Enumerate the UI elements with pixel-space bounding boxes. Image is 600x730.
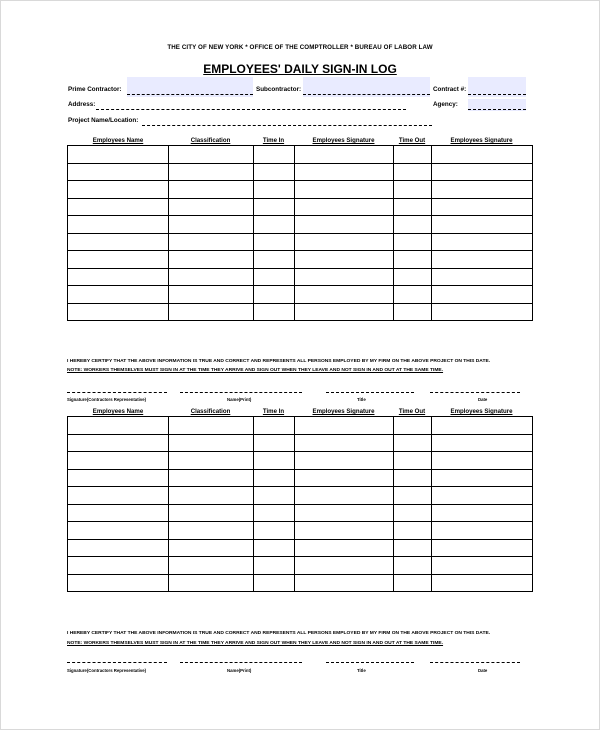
table-cell[interactable] xyxy=(254,181,295,199)
col-header-employee-name-2: Employees Name xyxy=(92,408,144,415)
table-cell[interactable] xyxy=(68,233,169,251)
table-cell[interactable] xyxy=(254,146,295,164)
table-row xyxy=(68,251,533,269)
table-cell[interactable] xyxy=(394,522,432,540)
table-cell[interactable] xyxy=(169,163,254,181)
subcontractor-label: Subcontractor: xyxy=(256,86,302,93)
table-cell[interactable] xyxy=(254,469,295,487)
table-cell[interactable] xyxy=(169,251,254,269)
table-cell[interactable] xyxy=(394,469,432,487)
table-cell[interactable] xyxy=(295,469,394,487)
table-cell[interactable] xyxy=(169,574,254,592)
col-header-signature-in-2: Employees Signature xyxy=(312,408,375,415)
table-cell[interactable] xyxy=(68,163,169,181)
title-line-2[interactable] xyxy=(326,662,414,663)
table-cell[interactable] xyxy=(394,539,432,557)
table-cell[interactable] xyxy=(169,303,254,321)
table-cell[interactable] xyxy=(169,487,254,505)
table-cell[interactable] xyxy=(169,504,254,522)
contract-label: Contract #: xyxy=(433,86,467,93)
agency-label: Agency: xyxy=(433,101,458,108)
table-cell[interactable] xyxy=(394,251,432,269)
table-cell[interactable] xyxy=(295,417,394,435)
table-cell[interactable] xyxy=(295,522,394,540)
table-cell[interactable] xyxy=(68,268,169,286)
table-row xyxy=(68,303,533,321)
subcontractor-field[interactable] xyxy=(303,86,430,95)
table-cell[interactable] xyxy=(295,504,394,522)
col-header-signature-out: Employees Signature xyxy=(450,137,513,144)
table-cell[interactable] xyxy=(295,434,394,452)
table-cell[interactable] xyxy=(254,522,295,540)
table-cell[interactable] xyxy=(432,146,533,164)
table-cell[interactable] xyxy=(295,539,394,557)
table-row xyxy=(68,504,533,522)
table-cell[interactable] xyxy=(254,251,295,269)
table-cell[interactable] xyxy=(68,452,169,470)
table-cell[interactable] xyxy=(394,557,432,575)
table-cell[interactable] xyxy=(254,452,295,470)
table-cell[interactable] xyxy=(169,181,254,199)
col-header-time-in-2: Time In xyxy=(262,408,285,415)
table-cell[interactable] xyxy=(295,286,394,304)
table-cell[interactable] xyxy=(432,198,533,216)
table-cell[interactable] xyxy=(254,303,295,321)
table-cell[interactable] xyxy=(432,417,533,435)
table-cell[interactable] xyxy=(169,216,254,234)
table-cell[interactable] xyxy=(432,163,533,181)
table-cell[interactable] xyxy=(254,574,295,592)
project-field[interactable] xyxy=(142,117,432,126)
name-line-1[interactable] xyxy=(180,392,302,393)
table-cell[interactable] xyxy=(295,216,394,234)
sign-in-table-2 xyxy=(67,416,533,592)
table-cell[interactable] xyxy=(295,303,394,321)
table-row xyxy=(68,146,533,164)
col-header-classification: Classification xyxy=(190,137,231,144)
table-cell[interactable] xyxy=(394,504,432,522)
table-row xyxy=(68,522,533,540)
col-header-signature-in: Employees Signature xyxy=(312,137,375,144)
table-cell[interactable] xyxy=(68,303,169,321)
table-cell[interactable] xyxy=(295,452,394,470)
table-cell[interactable] xyxy=(169,286,254,304)
date-caption-1: Date xyxy=(478,397,488,402)
table-cell[interactable] xyxy=(68,251,169,269)
table-row xyxy=(68,233,533,251)
name-line-2[interactable] xyxy=(180,662,302,663)
table-row xyxy=(68,198,533,216)
project-label: Project Name/Location: xyxy=(68,117,139,124)
table-cell[interactable] xyxy=(394,574,432,592)
table-row xyxy=(68,181,533,199)
table-cell[interactable] xyxy=(394,286,432,304)
table-cell[interactable] xyxy=(169,268,254,286)
col-header-employee-name: Employees Name xyxy=(92,137,144,144)
table-cell[interactable] xyxy=(254,434,295,452)
table-cell[interactable] xyxy=(432,452,533,470)
table-cell[interactable] xyxy=(394,434,432,452)
note-text-1: NOTE: WORKERS THEMSELVES MUST SIGN IN AT THE TIME THEY ARRIVE AND SIGN OUT WHEN THEY LEAVE AND NOT SIGN IN AND OUT AT THE SAME TIME. xyxy=(67,368,444,373)
table-cell[interactable] xyxy=(68,522,169,540)
table-cell[interactable] xyxy=(295,181,394,199)
prime-contractor-label: Prime Contractor: xyxy=(68,86,122,93)
table-cell[interactable] xyxy=(432,303,533,321)
table-cell[interactable] xyxy=(68,539,169,557)
table-cell[interactable] xyxy=(432,181,533,199)
table-cell[interactable] xyxy=(169,146,254,164)
table-cell[interactable] xyxy=(394,233,432,251)
title-caption-2: Title xyxy=(357,668,366,673)
table-cell[interactable] xyxy=(254,233,295,251)
address-field[interactable] xyxy=(96,101,406,110)
table-cell[interactable] xyxy=(68,504,169,522)
table-cell[interactable] xyxy=(394,417,432,435)
table-cell[interactable] xyxy=(169,434,254,452)
table-cell[interactable] xyxy=(68,574,169,592)
table-cell[interactable] xyxy=(432,434,533,452)
table-row xyxy=(68,216,533,234)
table-cell[interactable] xyxy=(254,198,295,216)
col-header-signature-out-2: Employees Signature xyxy=(450,408,513,415)
title-caption-1: Title xyxy=(357,397,366,402)
table-row xyxy=(68,469,533,487)
table-cell[interactable] xyxy=(68,198,169,216)
col-header-time-out: Time Out xyxy=(398,137,426,144)
table-row xyxy=(68,163,533,181)
table-cell[interactable] xyxy=(254,268,295,286)
col-header-time-in: Time In xyxy=(262,137,285,144)
col-header-classification-2: Classification xyxy=(190,408,231,415)
note-text-2: NOTE: WORKERS THEMSELVES MUST SIGN IN AT THE TIME THEY ARRIVE AND SIGN OUT WHEN THEY LEAVE AND NOT SIGN IN AND OUT AT THE SAME TIME. xyxy=(67,641,444,646)
table-cell[interactable] xyxy=(432,286,533,304)
table-row xyxy=(68,286,533,304)
contract-field[interactable] xyxy=(468,86,526,95)
table-cell[interactable] xyxy=(254,487,295,505)
table-cell[interactable] xyxy=(169,417,254,435)
title-line-1[interactable] xyxy=(326,392,414,393)
table-cell[interactable] xyxy=(68,146,169,164)
table-cell[interactable] xyxy=(68,469,169,487)
table-cell[interactable] xyxy=(254,286,295,304)
table-cell[interactable] xyxy=(169,557,254,575)
table-cell[interactable] xyxy=(254,163,295,181)
table-row xyxy=(68,417,533,435)
table-cell[interactable] xyxy=(432,233,533,251)
table-cell[interactable] xyxy=(68,181,169,199)
table-cell[interactable] xyxy=(295,163,394,181)
table-cell[interactable] xyxy=(295,146,394,164)
signature-caption-1: Signature(Contractors Representative) xyxy=(67,397,147,402)
table-cell[interactable] xyxy=(295,233,394,251)
table-cell[interactable] xyxy=(432,268,533,286)
table-cell[interactable] xyxy=(68,434,169,452)
signature-line-1[interactable] xyxy=(67,392,167,393)
table-cell[interactable] xyxy=(432,251,533,269)
table-cell[interactable] xyxy=(68,216,169,234)
table-cell[interactable] xyxy=(169,522,254,540)
table-cell[interactable] xyxy=(432,557,533,575)
table-cell[interactable] xyxy=(68,487,169,505)
table-cell[interactable] xyxy=(432,574,533,592)
table-cell[interactable] xyxy=(394,303,432,321)
table-cell[interactable] xyxy=(169,469,254,487)
prime-contractor-field[interactable] xyxy=(127,86,253,95)
table-row xyxy=(68,452,533,470)
table-cell[interactable] xyxy=(295,574,394,592)
signature-caption-2: Signature(Contractors Representative) xyxy=(67,668,147,673)
table-row xyxy=(68,487,533,505)
table-cell[interactable] xyxy=(254,557,295,575)
certification-text-1: I HEREBY CERTIFY THAT THE ABOVE INFORMATION IS TRUE AND CORRECT AND REPRESENTS ALL PERSONS EMPLOYED BY MY FIRM ON THE ABOVE PROJECT ON THIS DATE. xyxy=(67,359,491,364)
table-cell[interactable] xyxy=(68,286,169,304)
table-row xyxy=(68,574,533,592)
table-cell[interactable] xyxy=(394,181,432,199)
table-cell[interactable] xyxy=(394,487,432,505)
table-cell[interactable] xyxy=(432,539,533,557)
table-cell[interactable] xyxy=(169,198,254,216)
table-row xyxy=(68,434,533,452)
table-cell[interactable] xyxy=(394,146,432,164)
table-cell[interactable] xyxy=(254,417,295,435)
date-line-1[interactable] xyxy=(430,392,520,393)
table-cell[interactable] xyxy=(254,539,295,557)
table-row xyxy=(68,268,533,286)
table-cell[interactable] xyxy=(295,487,394,505)
table-cell[interactable] xyxy=(394,216,432,234)
table-cell[interactable] xyxy=(169,233,254,251)
agency-field[interactable] xyxy=(468,101,526,110)
table-row xyxy=(68,557,533,575)
table-cell[interactable] xyxy=(295,251,394,269)
table-cell[interactable] xyxy=(68,417,169,435)
table-cell[interactable] xyxy=(68,557,169,575)
name-caption-2: Name(Print) xyxy=(227,668,252,673)
date-caption-2: Date xyxy=(478,668,488,673)
table-cell[interactable] xyxy=(295,557,394,575)
table-cell[interactable] xyxy=(394,163,432,181)
certification-text-2: I HEREBY CERTIFY THAT THE ABOVE INFORMATION IS TRUE AND CORRECT AND REPRESENTS ALL PERSONS EMPLOYED BY MY FIRM ON THE ABOVE PROJECT ON THIS DATE. xyxy=(67,631,491,636)
table-cell[interactable] xyxy=(169,539,254,557)
table-cell[interactable] xyxy=(295,268,394,286)
date-line-2[interactable] xyxy=(430,662,520,663)
address-label: Address: xyxy=(68,101,96,108)
table-cell[interactable] xyxy=(394,268,432,286)
table-cell[interactable] xyxy=(432,469,533,487)
name-caption-1: Name(Print) xyxy=(227,397,252,402)
table-cell[interactable] xyxy=(254,504,295,522)
table-cell[interactable] xyxy=(394,452,432,470)
table-cell[interactable] xyxy=(432,216,533,234)
table-cell[interactable] xyxy=(432,487,533,505)
table-cell[interactable] xyxy=(254,216,295,234)
signature-line-2[interactable] xyxy=(67,662,167,663)
table-cell[interactable] xyxy=(295,198,394,216)
col-header-time-out-2: Time Out xyxy=(398,408,426,415)
table-cell[interactable] xyxy=(169,452,254,470)
table-row xyxy=(68,539,533,557)
form-title: EMPLOYEES' DAILY SIGN-IN LOG xyxy=(203,62,397,76)
table-cell[interactable] xyxy=(432,522,533,540)
table-cell[interactable] xyxy=(432,504,533,522)
agency-header: THE CITY OF NEW YORK * OFFICE OF THE COMPTROLLER * BUREAU OF LABOR LAW xyxy=(167,44,433,51)
table-cell[interactable] xyxy=(394,198,432,216)
sign-in-table-1 xyxy=(67,145,533,321)
